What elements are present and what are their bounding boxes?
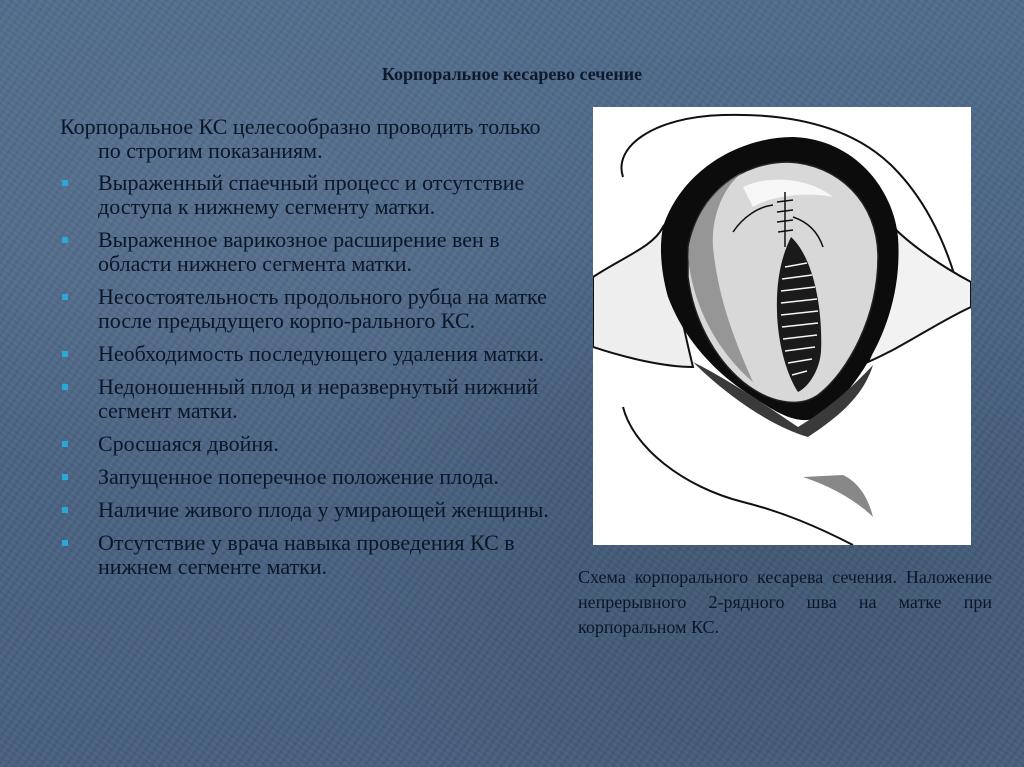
content-text-block	[60, 115, 560, 588]
list-item-text: Выраженный спаечный процесс и отсутствие доступа к нижнему сегменту матки.	[98, 170, 525, 219]
square-bullet-icon	[62, 540, 68, 546]
square-bullet-icon	[62, 384, 68, 390]
list-item-text: Запущенное поперечное положение плода.	[98, 464, 499, 489]
intro-paragraph: Корпоральное КС целесообразно проводить только по строгим показаниям.	[60, 114, 541, 163]
list-item	[60, 228, 560, 276]
list-item-text: Необходимость последующего удаления матки.	[98, 341, 544, 366]
bottom-shadow	[803, 475, 873, 517]
uterus-incision-drawing	[593, 107, 971, 545]
list-item-text: Сросшаяся двойня.	[98, 431, 279, 456]
square-bullet-icon	[62, 237, 68, 243]
list-item	[60, 375, 560, 423]
list-item-text: Выраженное варикозное расширение вен в области нижнего сегмента матки.	[98, 227, 500, 276]
square-bullet-icon	[62, 351, 68, 357]
square-bullet-icon	[62, 294, 68, 300]
list-item-text: Недоношенный плод и неразвернутый нижний сегмент матки.	[98, 374, 539, 423]
slide-title: Корпоральное кесарево сечение	[381, 64, 643, 84]
surgery-illustration	[593, 107, 971, 545]
list-item-text: Отсутствие у врача навыка проведения КС в нижнем сегменте матки.	[98, 530, 515, 579]
square-bullet-icon	[62, 180, 68, 186]
list-item	[60, 465, 560, 489]
indications-list	[60, 171, 560, 579]
list-item	[60, 432, 560, 456]
list-item	[60, 285, 560, 333]
square-bullet-icon	[62, 507, 68, 513]
square-bullet-icon	[62, 474, 68, 480]
list-item	[60, 171, 560, 219]
list-item	[60, 342, 560, 366]
list-item	[60, 498, 560, 522]
list-item-text: Наличие живого плода у умирающей женщины.	[98, 497, 549, 522]
list-item	[60, 531, 560, 579]
figure-caption: Схема корпорального кесарева сечения. Наложение непрерывного 2-рядного шва на матке при корпоральном КС.	[578, 567, 992, 637]
list-item-text: Несостоятельность продольного рубца на матке после предыдущего корпо-рального КС.	[98, 284, 547, 333]
square-bullet-icon	[62, 441, 68, 447]
